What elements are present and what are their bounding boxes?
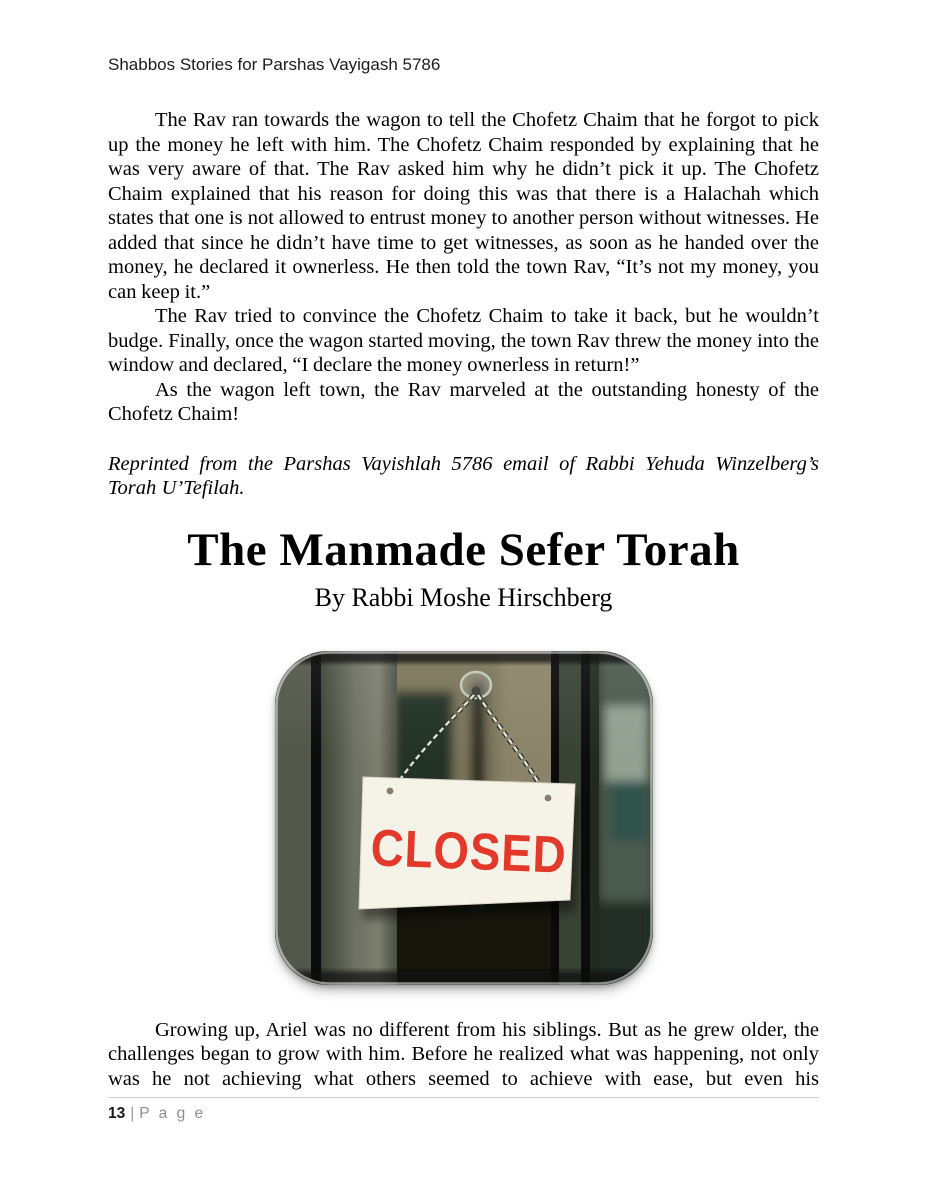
closed-sign-text: CLOSED <box>369 819 568 884</box>
page-number: 13 <box>108 1105 126 1122</box>
footer-separator: | <box>130 1105 135 1122</box>
story1-paragraph-2: The Rav tried to convince the Chofetz Chaim to take it back, but he wouldn’t budge. Finally, once the wagon started moving, the town Rav threw the money into the window and declared, “I declare the money ownerless in return!” <box>108 305 819 376</box>
closed-sign <box>359 777 579 919</box>
closed-sign-image <box>275 651 653 985</box>
story2-title: The Manmade Sefer Torah <box>187 523 740 576</box>
story2-byline: By Rabbi Moshe Hirschberg <box>314 582 613 612</box>
page-header-title: Shabbos Stories for Parshas Vayigash 5786 <box>108 55 441 74</box>
story1-attribution: Reprinted from the Parshas Vayishlah 5786 email of Rabbi Yehuda Winzelberg’s Torah U’Tefilah. <box>108 452 819 499</box>
story1-paragraph-3: As the wagon left town, the Rav marveled at the outstanding honesty of the Chofetz Chaim! <box>108 378 819 425</box>
story1-paragraph-1: The Rav ran towards the wagon to tell the Chofetz Chaim that he forgot to pick up the money he left with him. The Chofetz Chaim responded by explaining that he was very aware of that. The Rav asked him why he didn’t pick it up. The Chofetz Chaim explained that his reason for doing this was that there is a Halachah which states that one is not allowed to entrust money to another person without witnesses. He added that since he didn’t have time to get witnesses, as soon as he handed over the money, he declared it ownerless. He then told the town Rav, “It’s not my money, you can keep it.” <box>108 109 819 303</box>
story2-paragraph-1: Growing up, Ariel was no different from his siblings. But as he grew older, the challenges began to grow with him. Before he realized what was happening, not only was he not achieving what others seemed to achieve with ease, but even his <box>108 1018 819 1090</box>
page-footer <box>108 1097 819 1123</box>
page-content <box>108 108 819 1091</box>
closed-sign-photo <box>275 651 653 985</box>
page-label: P a g e <box>139 1105 206 1122</box>
